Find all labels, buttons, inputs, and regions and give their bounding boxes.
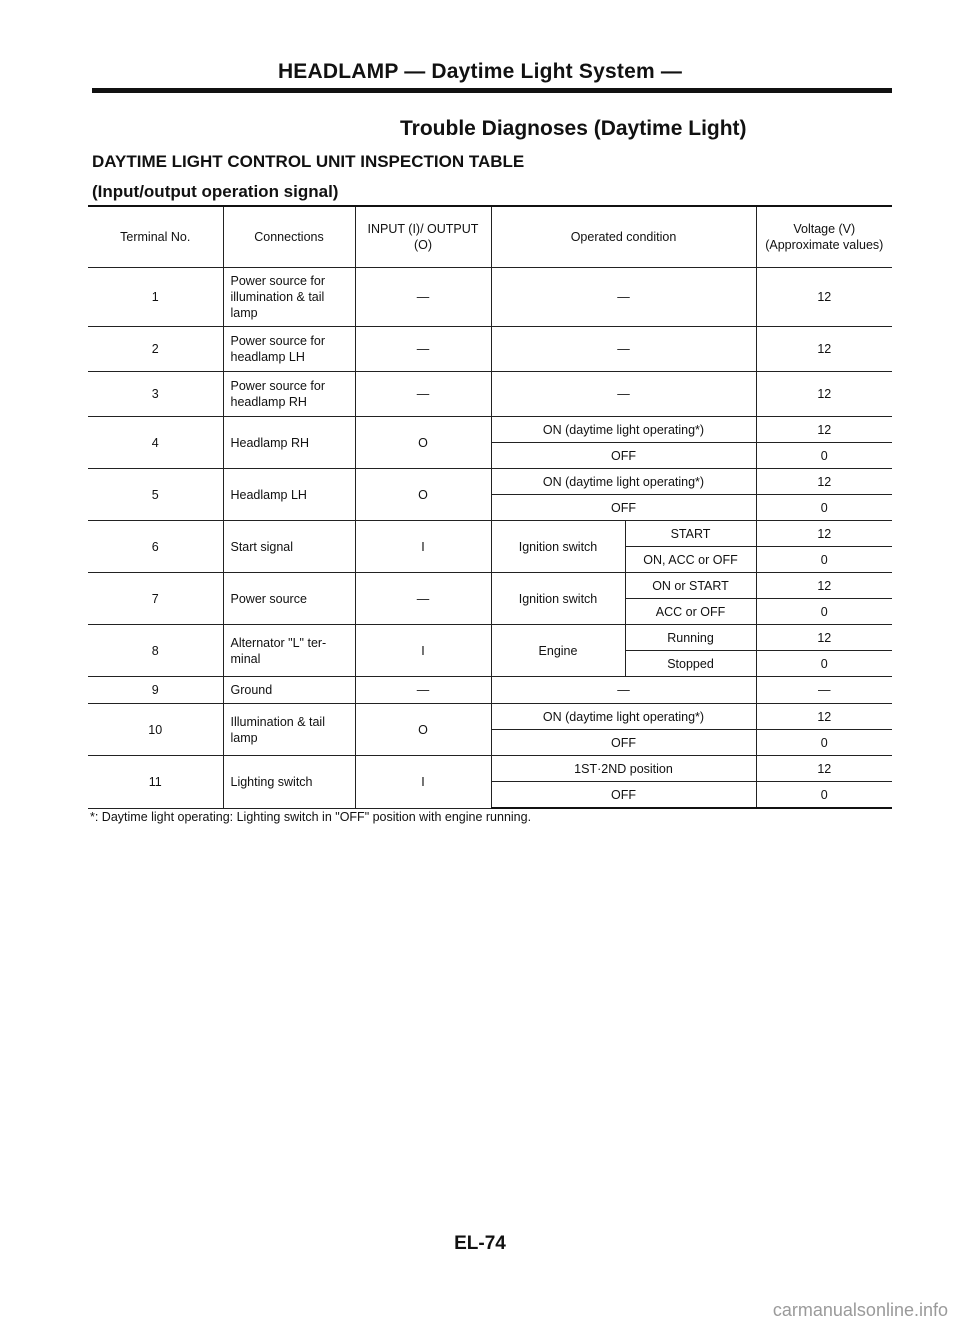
table-title: DAYTIME LIGHT CONTROL UNIT INSPECTION TABLE xyxy=(92,152,525,171)
table-row xyxy=(88,268,892,327)
cell-io: O xyxy=(355,469,491,521)
cell-condition: — xyxy=(491,268,756,327)
cell-condition: START xyxy=(625,521,756,547)
cell-condition: Stopped xyxy=(625,651,756,677)
cell-condition-group: Engine xyxy=(491,625,625,677)
cell-voltage: 12 xyxy=(756,372,892,417)
cell-voltage: 12 xyxy=(756,417,892,443)
cell-voltage: 12 xyxy=(756,327,892,372)
cell-condition: OFF xyxy=(491,495,756,521)
cell-condition: ON or START xyxy=(625,573,756,599)
header-operated-condition: Operated condition xyxy=(491,206,756,268)
cell-terminal: 11 xyxy=(88,756,223,809)
cell-voltage: 12 xyxy=(756,625,892,651)
cell-io: — xyxy=(355,573,491,625)
cell-connection: Alternator "L" ter- minal xyxy=(223,625,355,677)
cell-connection: Illumination & tail lamp xyxy=(223,704,355,756)
cell-terminal: 3 xyxy=(88,372,223,417)
cell-voltage: — xyxy=(756,677,892,704)
table-row xyxy=(88,756,892,782)
cell-terminal: 5 xyxy=(88,469,223,521)
cell-condition: ON (daytime light operating*) xyxy=(491,417,756,443)
cell-voltage: 12 xyxy=(756,756,892,782)
cell-terminal: 7 xyxy=(88,573,223,625)
header-input-output: INPUT (I)/ OUTPUT (O) xyxy=(355,206,491,268)
page-number: EL-74 xyxy=(454,1233,506,1254)
header-voltage: Voltage (V) (Approximate values) xyxy=(756,206,892,268)
page-header: HEADLAMP — Daytime Light System — xyxy=(277,60,683,83)
table-row xyxy=(88,417,892,443)
cell-condition: OFF xyxy=(491,782,756,809)
cell-condition: OFF xyxy=(491,730,756,756)
cell-condition: OFF xyxy=(491,443,756,469)
cell-voltage: 0 xyxy=(756,547,892,573)
cell-terminal: 6 xyxy=(88,521,223,573)
cell-voltage: 0 xyxy=(756,495,892,521)
cell-connection: Start signal xyxy=(223,521,355,573)
cell-voltage: 0 xyxy=(756,651,892,677)
cell-condition: ACC or OFF xyxy=(625,599,756,625)
cell-condition: — xyxy=(491,327,756,372)
cell-condition: Running xyxy=(625,625,756,651)
footnote: *: Daytime light operating: Lighting switch in "OFF" position with engine running. xyxy=(90,810,532,824)
cell-condition-group: Ignition switch xyxy=(491,521,625,573)
cell-io: — xyxy=(355,327,491,372)
cell-voltage: 0 xyxy=(756,443,892,469)
cell-terminal: 1 xyxy=(88,268,223,327)
cell-condition: — xyxy=(491,677,756,704)
cell-terminal: 8 xyxy=(88,625,223,677)
cell-terminal: 4 xyxy=(88,417,223,469)
cell-io: — xyxy=(355,268,491,327)
watermark: carmanualsonline.info xyxy=(772,1300,948,1320)
cell-io: O xyxy=(355,417,491,469)
cell-condition: 1ST·2ND position xyxy=(491,756,756,782)
table-row xyxy=(88,625,892,651)
cell-voltage: 12 xyxy=(756,521,892,547)
inspection-table-container xyxy=(88,205,892,809)
cell-voltage: 12 xyxy=(756,268,892,327)
cell-condition-group: Ignition switch xyxy=(491,573,625,625)
cell-io: I xyxy=(355,521,491,573)
table-row xyxy=(88,469,892,495)
cell-voltage: 12 xyxy=(756,704,892,730)
cell-io: O xyxy=(355,704,491,756)
cell-terminal: 10 xyxy=(88,704,223,756)
cell-io: I xyxy=(355,625,491,677)
table-row xyxy=(88,704,892,730)
table-header-row xyxy=(88,206,892,268)
cell-io: — xyxy=(355,677,491,704)
cell-condition: — xyxy=(491,372,756,417)
table-row xyxy=(88,327,892,372)
cell-condition: ON (daytime light operating*) xyxy=(491,469,756,495)
table-row xyxy=(88,677,892,704)
cell-voltage: 0 xyxy=(756,599,892,625)
cell-connection: Power source xyxy=(223,573,355,625)
header-rule xyxy=(92,88,892,93)
inspection-table xyxy=(88,205,892,809)
cell-connection: Ground xyxy=(223,677,355,704)
header-connections: Connections xyxy=(223,206,355,268)
cell-condition: ON, ACC or OFF xyxy=(625,547,756,573)
cell-connection: Headlamp LH xyxy=(223,469,355,521)
cell-condition: ON (daytime light operating*) xyxy=(491,704,756,730)
cell-connection: Power source for headlamp RH xyxy=(223,372,355,417)
cell-voltage: 0 xyxy=(756,730,892,756)
table-row xyxy=(88,372,892,417)
cell-terminal: 9 xyxy=(88,677,223,704)
cell-terminal: 2 xyxy=(88,327,223,372)
table-subtitle: (Input/output operation signal) xyxy=(92,182,339,201)
cell-voltage: 12 xyxy=(756,573,892,599)
cell-connection: Power source for illumination & tail lamp xyxy=(223,268,355,327)
table-row xyxy=(88,573,892,599)
cell-io: — xyxy=(355,372,491,417)
cell-connection: Power source for headlamp LH xyxy=(223,327,355,372)
cell-connection: Lighting switch xyxy=(223,756,355,809)
cell-io: I xyxy=(355,756,491,809)
table-row xyxy=(88,521,892,547)
cell-connection: Headlamp RH xyxy=(223,417,355,469)
cell-voltage: 0 xyxy=(756,782,892,809)
header-terminal: Terminal No. xyxy=(88,206,223,268)
section-title: Trouble Diagnoses (Daytime Light) xyxy=(400,117,747,140)
table-body xyxy=(88,268,892,809)
cell-voltage: 12 xyxy=(756,469,892,495)
